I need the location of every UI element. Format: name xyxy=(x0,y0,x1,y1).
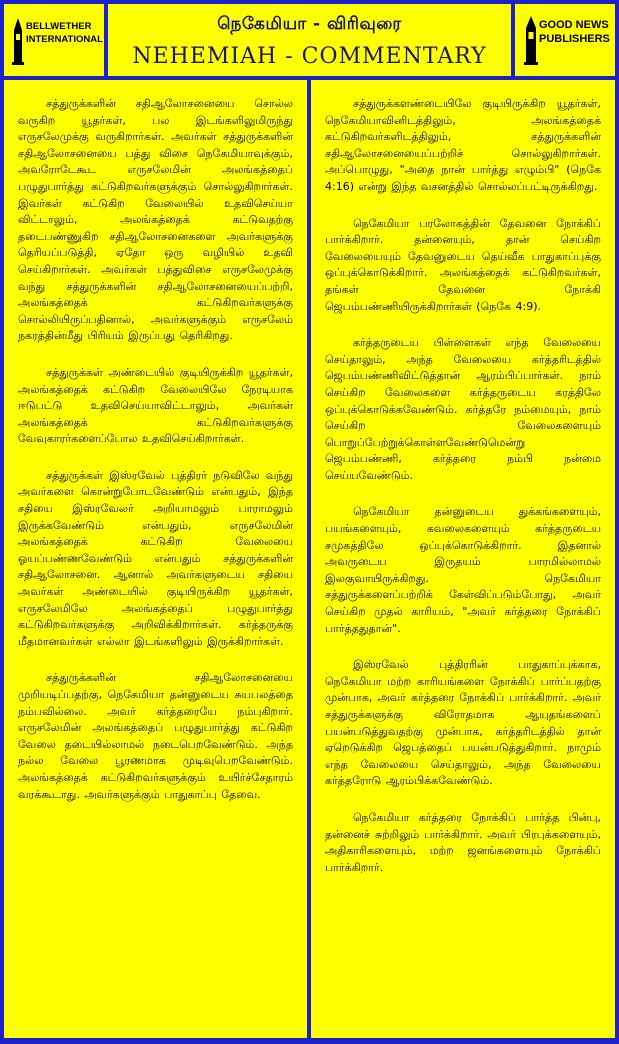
bellwether-line2: INTERNATIONAL xyxy=(26,34,103,45)
paragraph: நெகேமியா கர்த்தரை நோக்கிப் பார்த்த பின்பு, தன்னைச் சுற்றிலும் பார்க்கிறார். அவர் பிரபுக்களையும், அதிகாரிகளையும், மற்ற ஜனங்களையும் நோக்கிப் பார்க்கிறார். xyxy=(325,810,601,874)
page-title-english: NEHEMIAH - COMMENTARY xyxy=(132,44,487,69)
bellwether-line1: BELLWETHER xyxy=(26,21,92,32)
page-title-tamil: நெகேமியா - விரிவுரை xyxy=(217,14,402,34)
paragraph: சத்துருக்களண்டையிலே குடியிருக்கிற யூதர்கள், நெகேமியாவினிடத்திலும், அலங்கத்தைக் கட்டுகிறவர்களிடத்திலும், சத்துருக்களின் சதிஆலோசனையைப்பற்றிச் சொல்லுகிறார்கள். அப்பொழுது, "அதை நான் பார்த்து எழும்பி" (நெகே 4:16) என்று இந்த வசனத்தில் சொல்லப்பட்டிருக்கிறது. xyxy=(325,97,601,193)
good-news-logo-text xyxy=(539,18,610,46)
right-column xyxy=(311,80,615,1038)
paragraph: நெகேமியா தன்னுடைய துக்கங்களையும், பயங்களையும், கவலைகளையும் கர்த்தருடைய சமுகத்திலே ஒப்புக்கொடுக்கிறார். இதனால் அவருடைய இருதயம் பாரமில்லாமல் இலகுவாயிருக்கிறது. நெகேமியா சத்துருக்களைப்பற்றிக் கேள்விப்படும்போது, அவர் செய்கிற முதல் காரியம், "அவர் கர்த்தரை நோக்கிப் பார்த்ததுதான்". xyxy=(325,505,601,635)
good-news-logo xyxy=(515,4,615,76)
paragraph: சத்துருக்களின் சதிஆலோசனையை முறியடிப்பதற்கு, நெகேமியா தன்னுடைய சுயபலத்தை நம்பவில்லை. அவர் கர்த்தரையே நம்புகிறார். எருசலேமின் அலங்கத்தைப் பழுதுபார்த்து கட்டுகிற வேலை தடையில்லாமல் நடைபெறவேண்டும். அந்த நல்ல வேலை பூரணமாக முடிவுபெறவேண்டும். அலங்கத்தைக் கட்டுகிறவர்களுக்கும் உயிர்ச்சேதாரம் வரக்கூடாது. அவர்களுக்கும் பாதுகாப்பு தேவை. xyxy=(18,671,293,801)
good-news-line2: PUBLISHERS xyxy=(539,33,610,45)
paragraph: நெகேமியா பரலோகத்தின் தேவனை நோக்கிப் பார்க்கிறார். தன்னையும், தான் செய்கிற வேலையையும் தேவனுடைய தெய்வீக பாதுகாப்புக்கு ஒப்புக்கொடுக்கிறார். அலங்கத்தைக் கட்டுகிறவர்கள், தங்கள் தேவனை நோக்கி ஜெபம்பண்ணியிருக்கிறார்கள் (நெகே 4:9). xyxy=(325,216,601,313)
title-box xyxy=(108,4,511,76)
bellwether-logo xyxy=(4,4,104,76)
left-column xyxy=(4,80,307,1038)
header xyxy=(4,4,615,76)
paragraph: சத்துருக்கள் அண்டையில் குடியிருக்கிற யூதர்கள், அலங்கத்தைக் கட்டுகிற வேலையிலே நேரடியாக ஈடுபட்டு உதவிசெய்யாவிட்டாலும், அவர்கள் அலங்கத்தைக் கட்டுகிறவர்களுக்கு வேவுகாரர்களைப்போல உதவிசெய்கிறார்கள். xyxy=(18,365,293,446)
good-news-line1: GOOD NEWS xyxy=(539,19,609,31)
paragraph: கர்த்தருடைய பிள்ளைகள் எந்த வேலையை செய்தாலும், அந்த வேலையை கர்த்தரிடத்தில் ஜெபம்பண்ணிவிட்டுத்தான் ஆரம்பிப்பார்கள். நாம் செய்கிற வேலைகளை கர்த்தருடைய கரத்திலே ஒப்புக்கொடுக்கவேண்டும். கர்த்தரே நம்மையும், நாம் செய்கிற வேலைகளையும் பொறுப்பேற்றுக்கொள்ளவேண்டுமென்று ஜெபம்பண்ணி, கர்த்தரை நம்பி நன்மை செய்யவேண்டும். xyxy=(325,336,601,482)
bellwether-logo-text xyxy=(26,20,103,46)
paragraph: சத்துருக்களின் சதிஆலோசனையை சொல்ல வருகிற யூதர்கள், பல இடங்களிலுமிருந்து எருசலேமுக்கு வருகிறார்கள். அவர்கள் சத்துருக்களின் சதிஆலோசனையை பத்து விசை நெகேமியாவுக்கும், அவரோடேகூட எருசலேமின் அலங்கத்தைப் பழுதுபார்த்து கட்டுகிறவர்களுக்கும் சொல்லுகிறார்கள். இவர்கள் கட்டுகிற வேலையில் உதவிசெய்யா விட்டாலும், அலங்கத்தைக் கட்டுவதற்கு தடைபண்ணுகிற சதிஆலோசனைகளை அவர்களுக்கு தெரியப்படுத்தி, ஏதோ ஒரு வழியில் உதவி செய்கிறார்கள். அவர்கள் பத்துவிசை எருசலேமுக்கு வந்து சத்துருக்களின் சதிஆலோசனையைப்பற்றி, அலங்கத்தைக் கட்டுகிறவர்களுக்கு சொல்லியிருப்பதினால், அவர்களுக்கும் எருசலேம் நகரத்தின்மீது பிரியம் இருப்பது தெரிகிறது. xyxy=(18,97,293,343)
paragraph: இஸ்ரவேல் புத்திரரின் பாதுகாப்புக்காக, நெகேமியா மற்ற காரியங்களை நோக்கிப் பார்ப்பதற்கு முன்பாக, அவர் கர்த்தரை நோக்கிப் பார்க்கிறார். அவர் சத்துருக்களுக்கு விரோதமாக ஆயுதங்களைப் பயன்படுத்துவதற்கு முன்பாக, கர்த்தரிடத்தில் தான் ஏறெடுக்கிற ஜெபத்தைப் பயன்படுத்துகிறார். நாமும் எந்த வேலையை செய்தாலும், அந்த வேலையை கர்த்தரோடு ஆரம்பிக்கவேண்டும். xyxy=(325,658,601,788)
paragraph: சத்துருக்கள் இஸ்ரவேல் புத்திரர் நடுவிலே வந்து அவர்களை கொன்றுபோடவேண்டும் என்பதும், இந்த சதியை இஸ்ரவேலர் அறியாமலும் பாராமலும் இருக்கவேண்டும் என்பதும், எருசலேமின் அலங்கத்தைக் கட்டுகிற வேலையை ஓயப்பண்ணவேண்டும் என்பதும் சத்துருக்களின் சதிஆலோசனை. ஆனால் அவர்களுடைய சதியை அவர்கள் அண்டையில் குடியிருக்கிற யூதர்கள், எருசலேமிலே அலங்கத்தைப் பழுதுபார்த்து கட்டுகிறவர்களுக்கு அறிவிக்கிறார்கள். கர்த்தருக்கு மீதமானவர்கள் எல்லா இடங்களிலும் இருக்கிறார்கள். xyxy=(18,468,293,648)
